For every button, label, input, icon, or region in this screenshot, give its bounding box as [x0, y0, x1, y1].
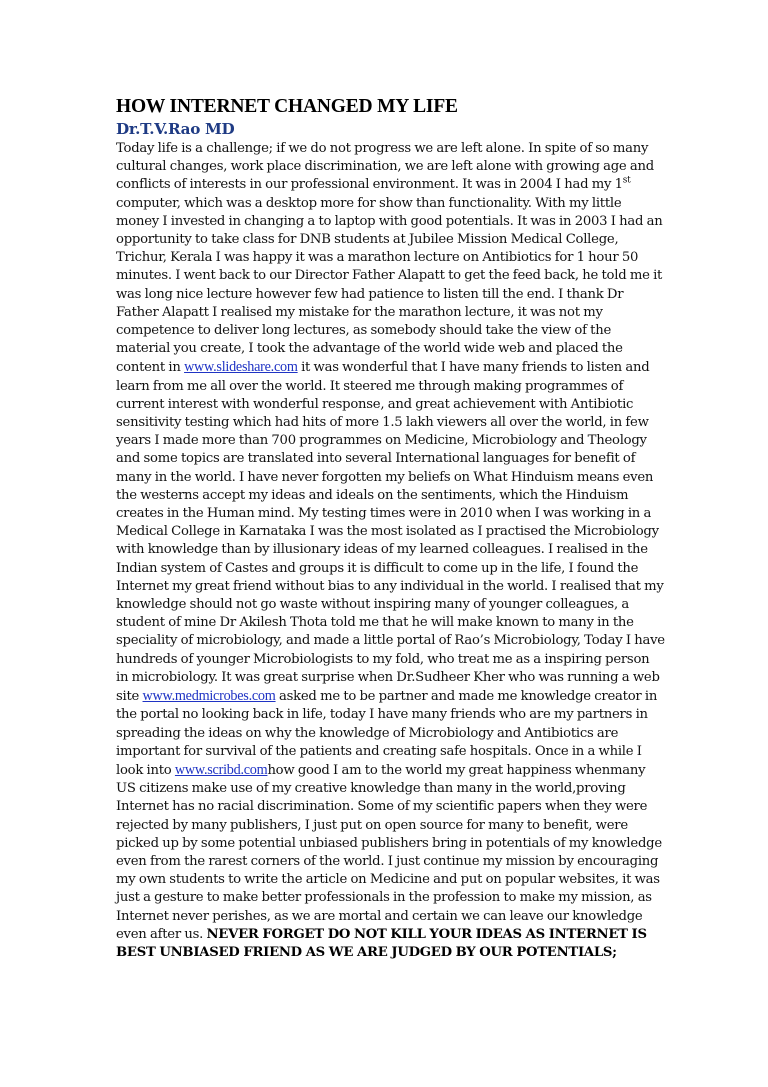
- body-paragraph: [116, 140, 665, 962]
- scribd-link[interactable]: www.scribd.com: [174, 761, 268, 778]
- body-text-segment: how good I am to the world my great happiness whenmany US citizens make use of my creative knowledge than many in the world,proving Internet has no racial discrimination. Some of my scientific papers when they were rejected by many publishers, I just put on open source for many to benefit, were picked up by some potential unbiased publishers bring in potentials of my knowledge even from the rarest corners of the world. I just continue my mission by encouraging my own students to write the article on Medicine and put on popular websites, it was just a gesture to make better professionals in the profession to make my mission, as Internet never perishes, as we are mortal and certain we can leave our knowledge even after us.: [116, 762, 662, 942]
- medmicrobes-link[interactable]: www.medmicrobes.com: [142, 688, 276, 705]
- document-title: HOW INTERNET CHANGED MY LIFE: [116, 96, 458, 117]
- body-text-segment: it was wonderful that I have many friends to listen and learn from me all over the world. It steered me through making programmes of current interest with wonderful response, and great achievement with Antibiotic sensitivity testing which had hits of more 1.5 lakh viewers all over the world, in few years I made more than 700 programmes on Medicine, Microbiology and Theology and some topics are translated into several International languages for benefit of many in the world. I have never forgotten my beliefs on What Hinduism means even the westerns accept my ideas and ideals on the sentiments, which the Hinduism creates in the Human mind. My testing times were in 2010 when I was working in a Medical College in Karnataka I was the most isolated as I practised the Microbiology with knowledge than by illusionary ideas of my learned colleagues. I realised in the Indian system of Castes and groups it is difficult to come up in the life, I found the Internet my great friend without bias to any individual in the world. I realised that my knowledge should not go waste without inspiring many of younger colleagues, a student of mine Dr Akilesh Thota told me that he will make known to many in the speciality of microbiology, and made a little portal of Rao’s Microbiology, Today I have hundreds of younger Microbiologists to my fold, who treat me as a inspiring person in microbiology. It was great surprise when Dr.Sudheer Kher who was running a web site: [116, 360, 665, 705]
- document-page: [116, 96, 665, 962]
- body-text-segment: Today life is a challenge; if we do not progress we are left alone. In spite of so many cultural changes, work place discrimination, we are left alone with growing age and conflicts of interests in our professional environment. It was in 2004 I had my 1: [116, 141, 654, 193]
- body-text-segment: asked me to be partner and made me knowledge creator in the portal no looking back in life, today I have many friends who are my partners in spreading the ideas on why the knowledge of Microbiology and Antibiotics are important for survival of the patients and creating safe hospitals. Once in a while I look into: [116, 689, 658, 778]
- ordinal-superscript: st: [622, 176, 631, 187]
- body-text-segment: computer, which was a desktop more for show than functionality. With my little money I invested in changing a to laptop with good potentials. It was in 2003 I had an opportunity to take class for DNB students at Jubilee Mission Medical College, Trichur, Kerala I was happy it was a marathon lecture on Antibiotics for 1 hour 50 minutes. I went back to our Director Father Alapatt to get the feed back, he told me it was long nice lecture however few had patience to listen till the end. I thank Dr Father Alapatt I realised my mistake for the marathon lecture, it was not my competence to deliver long lectures, as somebody should take the view of the material you create, I took the advantage of the world wide web and placed the content in: [116, 195, 663, 376]
- slideshare-link[interactable]: www.slideshare.com: [184, 359, 298, 376]
- author-name: Dr.T.V.Rao MD: [116, 120, 235, 138]
- closing-statement: NEVER FORGET DO NOT KILL YOUR IDEAS AS INTERNET IS BEST UNBIASED FRIEND AS WE ARE JUDGED BY OUR POTENTIALS;: [116, 926, 647, 960]
